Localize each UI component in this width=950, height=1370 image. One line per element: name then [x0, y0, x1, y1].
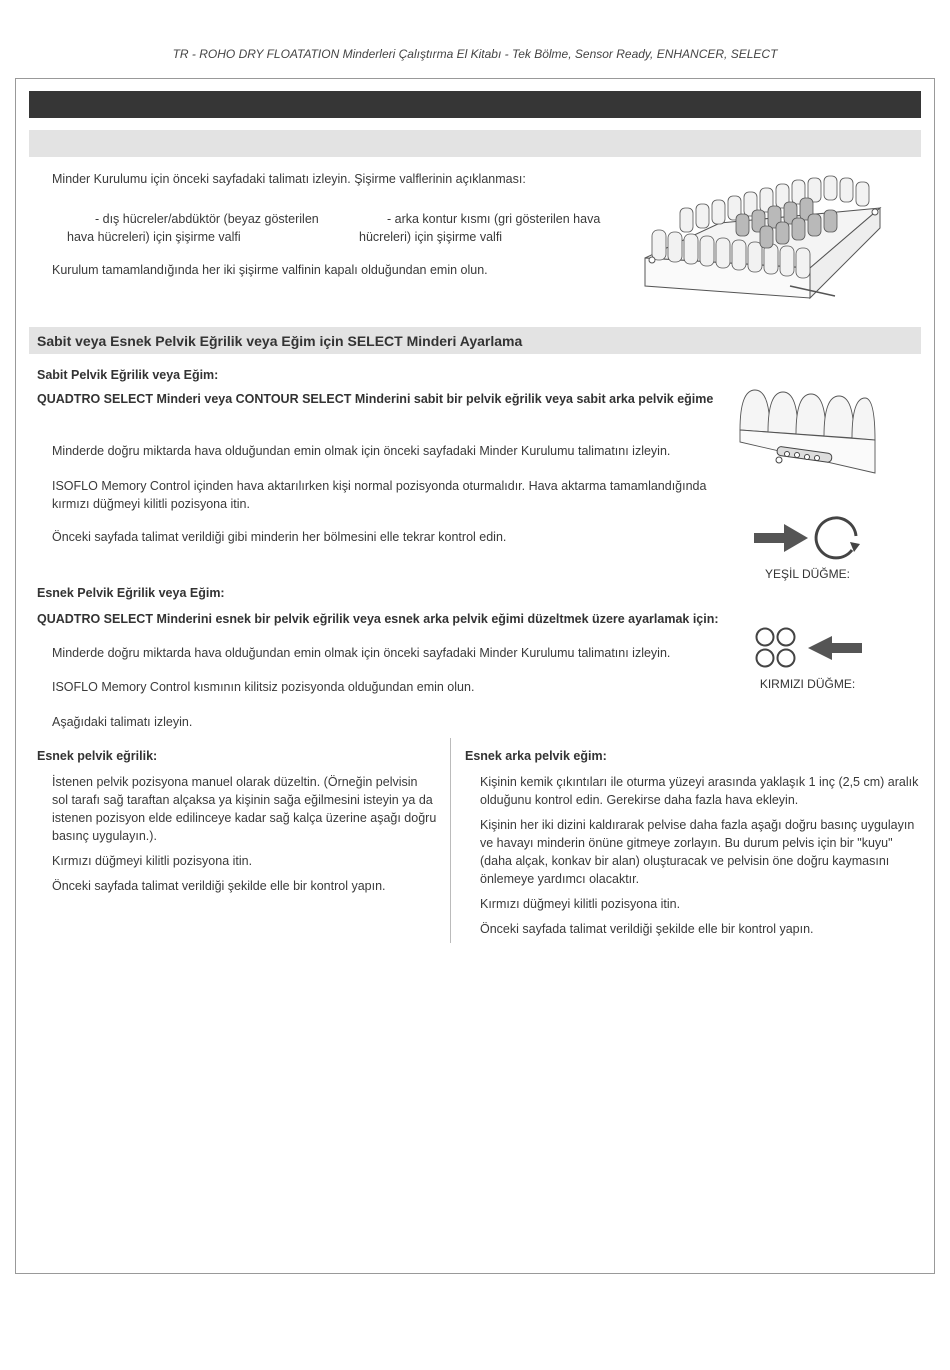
column-divider [450, 738, 451, 943]
green-button-illustration [750, 512, 865, 562]
fixed-para-3: Önceki sayfada talimat verildiği gibi minderin her bölmesini elle tekrar kontrol edin. [52, 530, 507, 544]
left-col-para-1-line2: sol tarafı sağ taraftan alçaksa ya kişinin sağa eğilmesini isteyin ya da [52, 793, 433, 807]
gray-subtitle-bar [29, 130, 921, 157]
valve-left-line1: - dış hücreler/abdüktör (beyaz gösterilen [95, 212, 319, 226]
red-button-label: KIRMIZI DÜĞME: [759, 677, 856, 691]
left-col-heading: Esnek pelvik eğrilik: [37, 749, 158, 763]
flex-subheading: QUADTRO SELECT Minderini esnek bir pelvik eğrilik veya esnek arka pelvik eğimi düzeltmek üzere ayarlamak için: [37, 612, 719, 626]
right-col-para-2-line1: Kişinin her iki dizini kaldırarak pelvise daha fazla aşağı doğru basınç uygulayın [480, 818, 915, 832]
valve-left-line2: hava hücreleri) için şişirme valfi [67, 230, 241, 244]
valve-right-line1: - arka kontur kısmı (gri gösterilen hava [387, 212, 601, 226]
left-col-para-1-line3: istenen pozisyon elde edilinceye kadar sağ kalça üzerine aşağı doğru [52, 811, 437, 825]
fixed-subheading: QUADTRO SELECT Minderi veya CONTOUR SELECT Minderini sabit bir pelvik eğrilik veya sabit arka pelvik eğime [37, 392, 714, 406]
right-col-para-2-line3: (daha alçak, konkav bir alan) oluşturacak ve pelvisin öne doğru kaymasını [480, 854, 890, 868]
left-col-para-3: Önceki sayfada talimat verildiği şekilde elle bir kontrol yapın. [52, 879, 386, 893]
intro-closing: Kurulum tamamlandığında her iki şişirme valfinin kapalı olduğundan emin olun. [52, 263, 488, 277]
right-col-para-1-line2: olduğunu kontrol edin. Gerekirse daha fazla hava ekleyin. [480, 793, 799, 807]
flex-para-2: ISOFLO Memory Control kısmının kilitsiz pozisyonda olduğundan emin olun. [52, 680, 475, 694]
left-col-para-1-line1: İstenen pelvik pozisyona manuel olarak düzeltin. (Örneğin pelvisin [52, 775, 418, 789]
intro-line: Minder Kurulumu için önceki sayfadaki talimatı izleyin. Şişirme valflerinin açıklanması: [52, 172, 526, 186]
right-col-para-4: Önceki sayfada talimat verildiği şekilde elle bir kontrol yapın. [480, 922, 814, 936]
right-col-heading: Esnek arka pelvik eğim: [465, 749, 607, 763]
left-col-para-1-line4: basınç uygulayın.). [52, 829, 157, 843]
right-col-para-3: Kırmızı düğmeyi kilitli pozisyona itin. [480, 897, 681, 911]
cushion-illustration [640, 168, 885, 303]
green-button-label: YEŞİL DÜĞME: [765, 567, 850, 581]
flex-para-1: Minderde doğru miktarda hava olduğundan emin olmak için önceki sayfadaki Minder Kurulumu talimatını izleyin. [52, 646, 671, 660]
flex-para-3: Aşağıdaki talimatı izleyin. [52, 715, 193, 729]
cushion-icon [640, 168, 885, 303]
fixed-para-2-line1: ISOFLO Memory Control içinden hava aktarılırken kişi normal pozisyonda oturmalıdır. Hava aktarma tamamlandığında [52, 479, 707, 493]
valve-right-line2: hücreleri) için şişirme valfi [359, 230, 503, 244]
left-col-para-2: Kırmızı düğmeyi kilitli pozisyona itin. [52, 854, 253, 868]
cushion-side-illustration [735, 380, 880, 478]
red-button-illustration [750, 624, 865, 672]
flex-heading: Esnek Pelvik Eğrilik veya Eğim: [37, 586, 225, 600]
cushion-side-icon [735, 380, 880, 478]
rotate-arrow-icon [750, 512, 865, 562]
right-col-para-1-line1: Kişinin kemik çıkıntıları ile oturma yüzeyi arasında yaklaşık 1 inç (2,5 cm) aralık [480, 775, 919, 789]
dark-title-bar [29, 91, 921, 118]
right-col-para-2-line4: önlemeye yardımcı olacaktır. [480, 872, 640, 886]
fixed-heading: Sabit Pelvik Eğrilik veya Eğim: [37, 368, 219, 382]
right-col-para-2-line2: ve havayı minderin önüne gitmeye zorlayın. Bu durum pelvis için bir "kuyu" [480, 836, 893, 850]
page-header: TR - ROHO DRY FLOATATION Minderleri Çalıştırma El Kitabı - Tek Bölme, Sensor Ready, ENHANCER, SELECT [172, 47, 778, 61]
fixed-para-1: Minderde doğru miktarda hava olduğundan emin olmak için önceki sayfadaki Minder Kurulumu talimatını izleyin. [52, 444, 671, 458]
four-circles-icon [750, 624, 865, 672]
section-title: Sabit veya Esnek Pelvik Eğrilik veya Eğim için SELECT Minderi Ayarlama [37, 333, 523, 349]
fixed-para-2-line2: kırmızı düğmeyi kilitli pozisyona itin. [52, 497, 250, 511]
